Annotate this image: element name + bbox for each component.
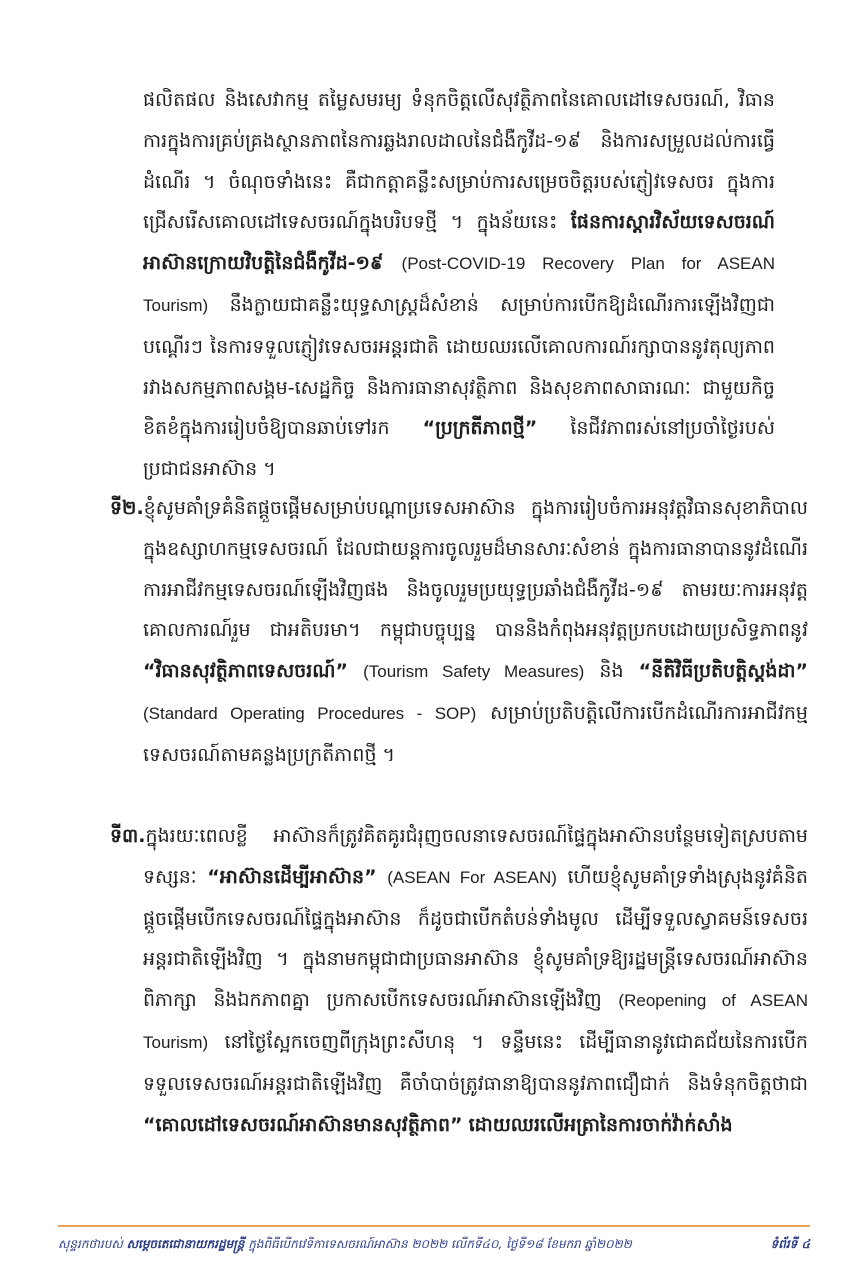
- page-footer: [58, 1236, 810, 1254]
- p3-text-a: ក្នុងរយៈពេលខ្លី អាស៊ានក៏ត្រូវគិតគូរជំរុញចលនាទេសចរណ៍ផ្ទៃក្នុងអាស៊ានបន្ថែមទៀតស្របតាមទស្សនៈ: [143, 825, 808, 888]
- p1-plan-title-en: (Post-COVID-19 Recovery Plan for ASEAN Tourism): [143, 254, 775, 315]
- footer-speaker: សម្តេចតេជោនាយករដ្ឋមន្ត្រី: [126, 1237, 245, 1251]
- p3-asean-for-asean-en: (ASEAN For ASEAN): [387, 867, 557, 887]
- p3-text-h: ដោយឈរលើអត្រានៃការចាក់វ៉ាក់សាំង: [468, 1113, 733, 1136]
- p2-safety-measures-en: (Tourism Safety Measures): [363, 662, 585, 682]
- paragraph-3: [110, 816, 808, 1145]
- p2-text-g: សម្រាប់ប្រតិបត្តិលើការបើកដំណើរការអាជីវកម្មទេសចរណ៍តាមគន្លងប្រក្រតីភាពថ្មី ។: [143, 701, 808, 766]
- p3-reopening-en: (Reopening of ASEAN Tourism): [143, 991, 808, 1052]
- p1-text-a: ផលិតផល និងសេវាកម្ម តម្លៃសមរម្យ ទំនុកចិត្តលើសុវត្ថិភាពនៃគោលដៅទេសចរណ៍, វិធានការក្នុងការគ្រប់គ្រងស្ថានភាពនៃការឆ្លងរាលដាលនៃជំងឺកូវីដ-១៩ និងការសម្រួលដល់ការធ្វើដំណើរ ។ ចំណុចទាំងនេះ គឺជាកត្តាគន្លឹះសម្រាប់ការសម្រេចចិត្តរបស់ភ្ញៀវទេសចរ ក្នុងការជ្រើសរើសគោលដៅទេសចរណ៍ក្នុងបរិបទថ្មី ។ ក្នុងន័យនេះ: [143, 89, 775, 234]
- p1-text-d: នឹងក្លាយជាគន្លឹះយុទ្ធសាស្ត្រដ៏សំខាន់ សម្រាប់ការបើកឱ្យដំណើរការឡើងវិញជាបណ្តើរៗ នៃការទទួលភ្ញៀវទេសចរអន្តរជាតិ ដោយឈរលើគោលការណ៍រក្សាបាននូវតុល្យភាពរវាងសកម្មភាពសង្គម-សេដ្ឋកិច្ច និងការធានាសុវត្ថិភាព និងសុខភាពសាធារណៈ ជាមួយកិច្ចខិតខំក្នុងការរៀបចំឱ្យបានឆាប់ទៅរក: [143, 293, 775, 440]
- p1-text-f: នៃជីវភាពរស់នៅប្រចាំថ្ងៃរបស់ប្រជាជនអាស៊ាន ។: [143, 417, 776, 481]
- footer-caption-c: ក្នុងពិធីបើកវេទិកាទេសចរណ៍អាស៊ាន ២០២២ លើកទី៤០, ថ្ងៃទី១៨ ខែមករា ឆ្នាំ២០២២: [248, 1237, 632, 1251]
- footer-caption-a: សុន្ទរកថារបស់: [58, 1237, 123, 1251]
- paragraph-2: [110, 488, 808, 776]
- page-number: ទំព័រទី ៤: [770, 1237, 810, 1251]
- p2-sop-en: (Standard Operating Procedures - SOP): [143, 703, 477, 723]
- p1-plan-title: ផែនការស្តារវិស័យទេសចរណ៍អាស៊ានក្រោយវិបត្តិនៃជំងឺកូវីដ-១៩: [143, 211, 775, 275]
- p2-text-d: និង: [599, 660, 624, 683]
- footer-caption: [58, 1236, 632, 1254]
- paragraph-1: [143, 80, 775, 490]
- p3-asean-for-asean: “អាស៊ានដើម្បីអាស៊ាន”: [207, 865, 377, 888]
- p3-safe-destination: “គោលដៅទេសចរណ៍អាស៊ានមានសុវត្ថិភាព”: [143, 1113, 463, 1136]
- p2-number: ទី២.: [110, 497, 144, 519]
- p1-new-normal: “ប្រក្រតីភាពថ្មី”: [422, 417, 538, 440]
- p3-number: ទី៣.: [110, 825, 146, 847]
- p2-sop: “នីតិវិធីប្រតិបត្តិស្តង់ដា”: [638, 660, 808, 683]
- p2-safety-measures: “វិធានសុវត្ថិភាពទេសចរណ៍”: [143, 660, 348, 683]
- p3-text-d: ហើយខ្ញុំសូមគាំទ្រទាំងស្រុងនូវគំនិតផ្តួចផ្តើមបើកទេសចរណ៍ផ្ទៃក្នុងអាស៊ាន ក៏ដូចជាបើកតំបន់ទាំងមូល ដើម្បីទទួលស្វាគមន៍ទេសចរអន្តរជាតិឡើងវិញ ។ ក្នុងនាមកម្ពុជាជាប្រធានអាស៊ាន ខ្ញុំសូមគាំទ្រឱ្យរដ្ឋមន្ត្រីទេសចរណ៍អាស៊ាន ពិភាក្សា និងឯកភាពគ្នា ប្រកាសបើកទេសចរណ៍អាស៊ានឡើងវិញ: [143, 865, 808, 1012]
- p2-text-a: ខ្ញុំសូមគាំទ្រគំនិតផ្តួចផ្តើមសម្រាប់បណ្តាប្រទេសអាស៊ាន ក្នុងការរៀបចំការអនុវត្តវិធានសុខាភិបាលក្នុងឧស្សាហកម្មទេសចរណ៍ ដែលជាយន្តការចូលរួមដ៏មានសារៈសំខាន់ ក្នុងការធានាបាននូវដំណើរការអាជីវកម្មទេសចរណ៍ឡើងវិញផង និងចូលរួមប្រយុទ្ធប្រឆាំងជំងឺកូវីដ-១៩ តាមរយៈការអនុវត្តគោលការណ៍រួម ជាអតិបរមា។ កម្ពុជាបច្ចុប្បន្ន បាននិងកំពុងអនុវត្តប្រកបដោយប្រសិទ្ធភាពនូវ: [143, 497, 808, 642]
- footer-rule: [58, 1225, 810, 1227]
- p3-text-f: នៅថ្ងៃស្អែកចេញពីក្រុងព្រះសីហនុ ។ ទន្ទឹមនេះ ដើម្បីធានានូវជោគជ័យនៃការបើកទទួលទេសចរណ៍អន្តរជាតិឡើងវិញ គឺចាំបាច់ត្រូវធានាឱ្យបាននូវភាពជឿជាក់ និងទំនុកចិត្តថាជា: [143, 1030, 808, 1095]
